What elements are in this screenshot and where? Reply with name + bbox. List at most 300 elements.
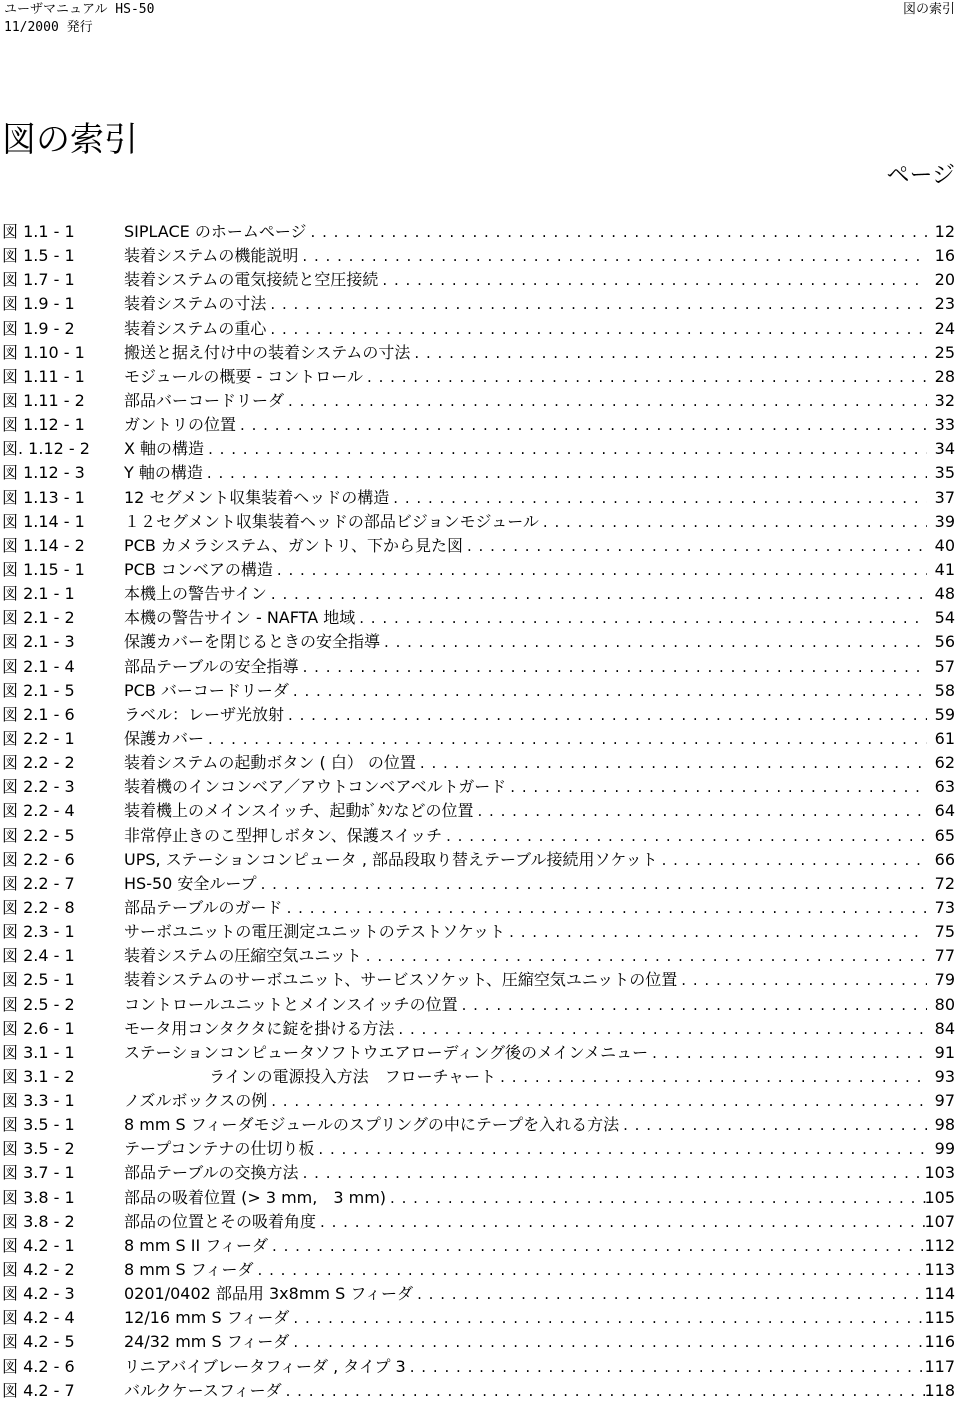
caption-leader — [124, 799, 927, 823]
figure-number: 図 1.10 - 1 — [2, 342, 85, 362]
figure-caption: 0201/0402 部品用 3x8mm S フィーダ — [124, 1284, 414, 1304]
index-entry[interactable] — [0, 220, 961, 244]
caption-leader — [124, 751, 927, 775]
figure-number: 図 4.2 - 4 — [2, 1308, 75, 1328]
figure-index-list — [0, 220, 961, 1403]
caption-leader — [124, 775, 927, 799]
caption-leader — [124, 1113, 927, 1137]
figure-caption: X 軸の構造 — [124, 439, 205, 459]
dot-leader — [287, 896, 927, 920]
index-entry[interactable] — [0, 534, 961, 558]
figure-caption: 12 セグメント収集装着ヘッドの構造 — [124, 487, 390, 507]
dot-leader — [510, 775, 927, 799]
caption-leader — [124, 1234, 927, 1258]
index-entry[interactable] — [0, 365, 961, 389]
index-entry[interactable] — [0, 1379, 961, 1403]
page-number: 73 — [934, 897, 955, 917]
page-column-heading: ページ — [886, 162, 955, 188]
figure-number: 図 2.2 - 7 — [2, 873, 75, 893]
caption-leader — [124, 244, 927, 268]
caption-leader — [124, 872, 927, 896]
header-manual-title: ユーザマニュアル HS-50 — [4, 2, 155, 17]
figure-caption: 部品テーブルの安全指導 — [124, 656, 299, 676]
page-number: 63 — [934, 777, 955, 797]
dot-leader — [293, 679, 927, 703]
figure-number: 図 2.1 - 6 — [2, 704, 75, 724]
caption-leader — [124, 655, 927, 679]
index-entry[interactable] — [0, 1306, 961, 1330]
dot-leader — [271, 1089, 927, 1113]
dot-leader — [303, 655, 927, 679]
page-number: 58 — [934, 680, 955, 700]
figure-number: 図 2.4 - 1 — [2, 946, 75, 966]
page-number: 23 — [934, 294, 955, 314]
figure-caption: 部品の位置とその吸着角度 — [124, 1211, 317, 1231]
figure-caption: 装着システムの圧縮空気ユニット — [124, 946, 362, 966]
index-entry[interactable] — [0, 1161, 961, 1185]
dot-leader — [382, 268, 927, 292]
figure-caption: 搬送と据え付け中の装着システムの寸法 — [124, 342, 411, 362]
figure-number: 図 3.1 - 2 — [2, 1066, 75, 1086]
figure-caption: 本機上の警告サイン — [124, 584, 267, 604]
dot-leader — [477, 799, 927, 823]
figure-caption: ステーションコンピュータソフトウエアローディング後のメインメニュー — [124, 1042, 649, 1062]
dot-leader — [420, 751, 927, 775]
figure-caption: 装着システムの重心 — [124, 318, 267, 338]
index-entry[interactable] — [0, 968, 961, 992]
caption-leader — [124, 341, 927, 365]
figure-caption: 24/32 mm S フィーダ — [124, 1332, 290, 1352]
index-entry[interactable] — [0, 244, 961, 268]
index-entry[interactable] — [0, 1137, 961, 1161]
page-number: 62 — [934, 753, 955, 773]
figure-number: 図 2.2 - 2 — [2, 753, 75, 773]
page-number: 98 — [934, 1115, 955, 1135]
figure-caption: 部品の吸着位置 (> 3 mm, 3 mm) — [124, 1187, 387, 1207]
page-number: 41 — [934, 559, 955, 579]
index-entry[interactable] — [0, 848, 961, 872]
page-number: 113 — [924, 1260, 955, 1280]
figure-number: 図 3.8 - 1 — [2, 1187, 75, 1207]
index-entry[interactable] — [0, 920, 961, 944]
dot-leader — [393, 486, 927, 510]
page-number: 59 — [934, 704, 955, 724]
page-number: 77 — [934, 946, 955, 966]
caption-leader — [124, 413, 927, 437]
caption-leader — [124, 365, 927, 389]
page-number: 12 — [934, 222, 955, 241]
figure-number: 図 4.2 - 3 — [2, 1284, 75, 1304]
figure-number: 図 3.1 - 1 — [2, 1042, 75, 1062]
dot-leader — [240, 413, 927, 437]
page-number: 64 — [934, 801, 955, 821]
caption-leader — [124, 268, 927, 292]
index-entry[interactable] — [0, 703, 961, 727]
figure-number: 図 1.11 - 1 — [2, 366, 85, 386]
figure-number: 図 2.1 - 4 — [2, 656, 75, 676]
page-number: 114 — [924, 1284, 955, 1304]
figure-caption: 装着システムの機能説明 — [124, 246, 299, 266]
index-entry[interactable] — [0, 317, 961, 341]
index-entry[interactable] — [0, 486, 961, 510]
index-entry[interactable] — [0, 630, 961, 654]
dot-leader — [410, 1355, 927, 1379]
index-entry[interactable] — [0, 1258, 961, 1282]
index-entry[interactable] — [0, 872, 961, 896]
dot-leader — [366, 944, 927, 968]
index-entry[interactable] — [0, 944, 961, 968]
index-entry[interactable] — [0, 1234, 961, 1258]
figure-caption: 部品バーコードリーダ — [124, 390, 285, 410]
figure-caption: PCB バーコードリーダ — [124, 680, 289, 700]
figure-number: 図 1.12 - 3 — [2, 463, 85, 483]
caption-leader — [124, 896, 927, 920]
page-number: 112 — [924, 1235, 955, 1255]
page-number: 103 — [924, 1163, 955, 1183]
dot-leader — [270, 292, 927, 316]
caption-leader — [124, 437, 927, 461]
index-entry[interactable] — [0, 582, 961, 606]
dot-leader — [652, 1041, 927, 1065]
figure-caption: リニアバイブレータフィーダ , タイプ 3 — [124, 1356, 406, 1376]
index-entry[interactable] — [0, 727, 961, 751]
index-entry[interactable] — [0, 341, 961, 365]
figure-caption: SIPLACE のホームページ — [124, 222, 307, 241]
dot-leader — [258, 1258, 928, 1282]
caption-leader — [124, 1379, 927, 1403]
page-number: 91 — [934, 1042, 955, 1062]
page-number: 35 — [934, 463, 955, 483]
caption-leader — [124, 630, 927, 654]
dot-leader — [302, 244, 927, 268]
page-number: 56 — [934, 632, 955, 652]
dot-leader — [662, 848, 927, 872]
caption-leader — [124, 606, 927, 630]
figure-number: 図. 1.12 - 2 — [2, 439, 90, 459]
index-entry[interactable] — [0, 606, 961, 630]
dot-leader — [462, 993, 927, 1017]
figure-number: 図 2.5 - 1 — [2, 970, 75, 990]
figure-number: 図 1.11 - 2 — [2, 390, 85, 410]
caption-leader — [124, 1089, 927, 1113]
dot-leader — [359, 606, 927, 630]
caption-leader — [124, 920, 927, 944]
figure-caption: HS-50 安全ループ — [124, 873, 257, 893]
figure-caption: 装着システムの起動ボタン ( 白） の位置 — [124, 753, 416, 773]
dot-leader — [623, 1113, 927, 1137]
caption-leader — [124, 1355, 927, 1379]
caption-leader — [124, 1041, 927, 1065]
page-number: 75 — [934, 922, 955, 942]
figure-caption: 非常停止きのこ型押しボタン、保護スイッチ — [124, 825, 443, 845]
figure-number: 図 2.2 - 8 — [2, 897, 75, 917]
figure-caption: 装着システムの寸法 — [124, 294, 267, 314]
figure-number: 図 1.1 - 1 — [2, 222, 75, 241]
page-number: 118 — [924, 1380, 955, 1400]
page-number: 28 — [934, 366, 955, 386]
dot-leader — [681, 968, 927, 992]
page-number: 24 — [934, 318, 955, 338]
caption-leader — [124, 1282, 927, 1306]
page-number: 34 — [934, 439, 955, 459]
caption-leader — [124, 1137, 927, 1161]
caption-leader — [124, 679, 927, 703]
figure-caption: 装着システムの電気接続と空圧接続 — [124, 270, 379, 290]
figure-caption: 装着機上のメインスイッチ、起動ﾎﾞﾀﾝなどの位置 — [124, 801, 474, 821]
figure-number: 図 2.2 - 6 — [2, 849, 75, 869]
caption-leader — [124, 703, 927, 727]
figure-caption: モータ用コンタクタに錠を掛ける方法 — [124, 1018, 395, 1038]
dot-leader — [500, 1065, 927, 1089]
header-section-name: 図の索引 — [902, 2, 955, 17]
page-number: 39 — [934, 511, 955, 531]
dot-leader — [303, 1161, 927, 1185]
page-number: 57 — [934, 656, 955, 676]
caption-leader — [124, 558, 927, 582]
dot-leader — [390, 1186, 927, 1210]
figure-caption: PCB コンベアの構造 — [124, 559, 273, 579]
index-entry[interactable] — [0, 993, 961, 1017]
index-entry[interactable] — [0, 775, 961, 799]
index-entry[interactable] — [0, 1330, 961, 1354]
index-entry[interactable] — [0, 896, 961, 920]
page-number: 116 — [924, 1332, 955, 1352]
figure-number: 図 2.2 - 1 — [2, 728, 75, 748]
dot-leader — [311, 220, 927, 244]
dot-leader — [207, 461, 927, 485]
figure-number: 図 2.1 - 5 — [2, 680, 75, 700]
figure-number: 図 4.2 - 7 — [2, 1380, 75, 1400]
figure-caption: 8 mm S フィーダ — [124, 1260, 254, 1280]
page-number: 61 — [934, 728, 955, 748]
caption-leader — [124, 848, 927, 872]
dot-leader — [320, 1210, 927, 1234]
caption-leader — [124, 534, 927, 558]
index-entry[interactable] — [0, 292, 961, 316]
figure-number: 図 1.14 - 2 — [2, 535, 85, 555]
dot-leader — [367, 365, 927, 389]
figure-caption: 8 mm S フィーダモジュールのスプリングの中にテープを入れる方法 — [124, 1115, 620, 1135]
figure-number: 図 1.15 - 1 — [2, 559, 85, 579]
dot-leader — [277, 558, 927, 582]
index-entry[interactable] — [0, 1282, 961, 1306]
figure-number: 図 3.5 - 2 — [2, 1139, 75, 1159]
dot-leader — [446, 824, 927, 848]
figure-number: 図 2.6 - 1 — [2, 1018, 75, 1038]
page-number: 37 — [934, 487, 955, 507]
caption-leader — [124, 486, 927, 510]
page-number: 84 — [934, 1018, 955, 1038]
page-number: 107 — [924, 1211, 955, 1231]
caption-leader — [124, 292, 927, 316]
caption-leader — [124, 317, 927, 341]
index-entry[interactable] — [0, 437, 961, 461]
caption-leader — [124, 1306, 927, 1330]
index-entry[interactable] — [0, 461, 961, 485]
dot-leader — [398, 1017, 927, 1041]
page-number: 48 — [934, 584, 955, 604]
figure-number: 図 2.1 - 1 — [2, 584, 75, 604]
index-entry[interactable] — [0, 268, 961, 292]
caption-leader — [124, 220, 927, 244]
index-entry[interactable] — [0, 1210, 961, 1234]
page-number: 117 — [924, 1356, 955, 1376]
index-entry[interactable] — [0, 824, 961, 848]
caption-leader — [124, 1186, 927, 1210]
figure-caption: バルクケースフィーダ — [124, 1380, 282, 1400]
figure-number: 図 3.8 - 2 — [2, 1211, 75, 1231]
index-entry[interactable] — [0, 558, 961, 582]
dot-leader — [288, 703, 927, 727]
page-number: 25 — [934, 342, 955, 362]
figure-number: 図 3.5 - 1 — [2, 1115, 75, 1135]
dot-leader — [288, 389, 927, 413]
page-number: 79 — [934, 970, 955, 990]
page-number: 97 — [934, 1091, 955, 1111]
figure-caption: 装着機のインコンベア／アウトコンベアベルトガード — [124, 777, 507, 797]
figure-caption: テープコンテナの仕切り板 — [124, 1139, 315, 1159]
figure-caption: PCB カメラシステム、ガントリ、下から見た図 — [124, 535, 463, 555]
caption-leader — [124, 944, 927, 968]
dot-leader — [261, 872, 927, 896]
page-number: 93 — [934, 1066, 955, 1086]
figure-number: 図 4.2 - 2 — [2, 1260, 75, 1280]
caption-leader — [124, 582, 927, 606]
figure-caption: 8 mm S II フィーダ — [124, 1235, 269, 1255]
figure-caption: １２セグメント収集装着ヘッドの部品ビジョンモジュール — [124, 511, 539, 531]
figure-number: 図 2.5 - 2 — [2, 994, 75, 1014]
dot-leader — [543, 510, 927, 534]
dot-leader — [208, 727, 927, 751]
index-entry[interactable] — [0, 1017, 961, 1041]
figure-caption: Y 軸の構造 — [124, 463, 203, 483]
dot-leader — [293, 1306, 927, 1330]
page-number: 20 — [934, 270, 955, 290]
index-entry[interactable] — [0, 655, 961, 679]
caption-leader — [124, 1210, 927, 1234]
page-number: 54 — [934, 608, 955, 628]
figure-number: 図 2.2 - 4 — [2, 801, 75, 821]
caption-leader — [124, 1017, 927, 1041]
page-number: 80 — [934, 994, 955, 1014]
index-entry[interactable] — [0, 1113, 961, 1137]
dot-leader — [272, 1234, 927, 1258]
figure-number: 図 1.9 - 2 — [2, 318, 75, 338]
dot-leader — [270, 317, 927, 341]
caption-leader — [124, 1258, 927, 1282]
dot-leader — [271, 582, 927, 606]
caption-leader — [124, 727, 927, 751]
figure-caption: 保護カバーを閉じるときの安全指導 — [124, 632, 381, 652]
index-entry[interactable] — [0, 799, 961, 823]
header-issue-date: 11/2000 発行 — [4, 20, 93, 35]
index-entry[interactable] — [0, 1186, 961, 1210]
figure-caption: ガントリの位置 — [124, 415, 237, 435]
figure-caption: コントロールユニットとメインスイッチの位置 — [124, 994, 458, 1014]
dot-leader — [467, 534, 927, 558]
dot-leader — [208, 437, 927, 461]
figure-number: 図 2.1 - 2 — [2, 608, 75, 628]
figure-caption: 部品テーブルの交換方法 — [124, 1163, 299, 1183]
figure-number: 図 1.5 - 1 — [2, 246, 75, 266]
caption-leader — [124, 1065, 927, 1089]
figure-number: 図 1.13 - 1 — [2, 487, 85, 507]
index-entry[interactable] — [0, 679, 961, 703]
caption-leader — [124, 1161, 927, 1185]
index-entry[interactable] — [0, 1065, 961, 1089]
figure-caption: ラインの電源投入方法 フローチャート — [124, 1066, 497, 1086]
index-entry[interactable] — [0, 413, 961, 437]
caption-leader — [124, 993, 927, 1017]
caption-leader — [124, 824, 927, 848]
figure-caption: 12/16 mm S フィーダ — [124, 1308, 290, 1328]
caption-leader — [124, 1330, 927, 1354]
figure-caption: 部品テーブルのガード — [124, 897, 283, 917]
index-entry[interactable] — [0, 751, 961, 775]
figure-caption: 保護カバー — [124, 728, 205, 748]
page-number: 115 — [924, 1308, 955, 1328]
figure-caption: サーボユニットの電圧測定ユニットのテストソケット — [124, 922, 506, 942]
page-number: 32 — [934, 390, 955, 410]
figure-number: 図 2.2 - 3 — [2, 777, 75, 797]
dot-leader — [417, 1282, 927, 1306]
dot-leader — [509, 920, 927, 944]
page-title: 図の索引 — [2, 120, 138, 160]
dot-leader — [384, 630, 927, 654]
figure-number: 図 3.3 - 1 — [2, 1091, 75, 1111]
caption-leader — [124, 461, 927, 485]
figure-number: 図 4.2 - 6 — [2, 1356, 75, 1376]
index-entry[interactable] — [0, 1355, 961, 1379]
figure-caption: UPS, ステーションコンピュータ , 部品段取り替えテーブル接続用ソケット — [124, 849, 658, 869]
page-number: 72 — [934, 873, 955, 893]
figure-number: 図 1.12 - 1 — [2, 415, 85, 435]
index-entry[interactable] — [0, 1041, 961, 1065]
figure-number: 図 1.7 - 1 — [2, 270, 75, 290]
figure-caption: 本機の警告サイン - NAFTA 地域 — [124, 608, 356, 628]
caption-leader — [124, 510, 927, 534]
figure-number: 図 1.14 - 1 — [2, 511, 85, 531]
dot-leader — [414, 341, 927, 365]
page-number: 66 — [934, 849, 955, 869]
dot-leader — [318, 1137, 927, 1161]
page-number: 16 — [934, 246, 955, 266]
page-number: 99 — [934, 1139, 955, 1159]
page-number: 33 — [934, 415, 955, 435]
figure-number: 図 2.1 - 3 — [2, 632, 75, 652]
figure-number: 図 2.3 - 1 — [2, 922, 75, 942]
caption-leader — [124, 968, 927, 992]
index-entry[interactable] — [0, 510, 961, 534]
index-entry[interactable] — [0, 389, 961, 413]
caption-leader — [124, 389, 927, 413]
index-entry[interactable] — [0, 1089, 961, 1113]
page-number: 40 — [934, 535, 955, 555]
dot-leader — [293, 1330, 927, 1354]
figure-caption: モジュールの概要 - コントロール — [124, 366, 363, 386]
figure-number: 図 3.7 - 1 — [2, 1163, 75, 1183]
figure-caption: ノズルボックスの例 — [124, 1091, 268, 1111]
figure-caption: ラベル：レーザ光放射 — [124, 704, 285, 724]
figure-number: 図 4.2 - 1 — [2, 1235, 75, 1255]
page-number: 65 — [934, 825, 955, 845]
page-number: 105 — [924, 1187, 955, 1207]
figure-number: 図 2.2 - 5 — [2, 825, 75, 845]
figure-number: 図 4.2 - 5 — [2, 1332, 75, 1352]
figure-number: 図 1.9 - 1 — [2, 294, 75, 314]
figure-caption: 装着システムのサーボユニット、サービスソケット、圧縮空気ユニットの位置 — [124, 970, 678, 990]
dot-leader — [286, 1379, 927, 1403]
